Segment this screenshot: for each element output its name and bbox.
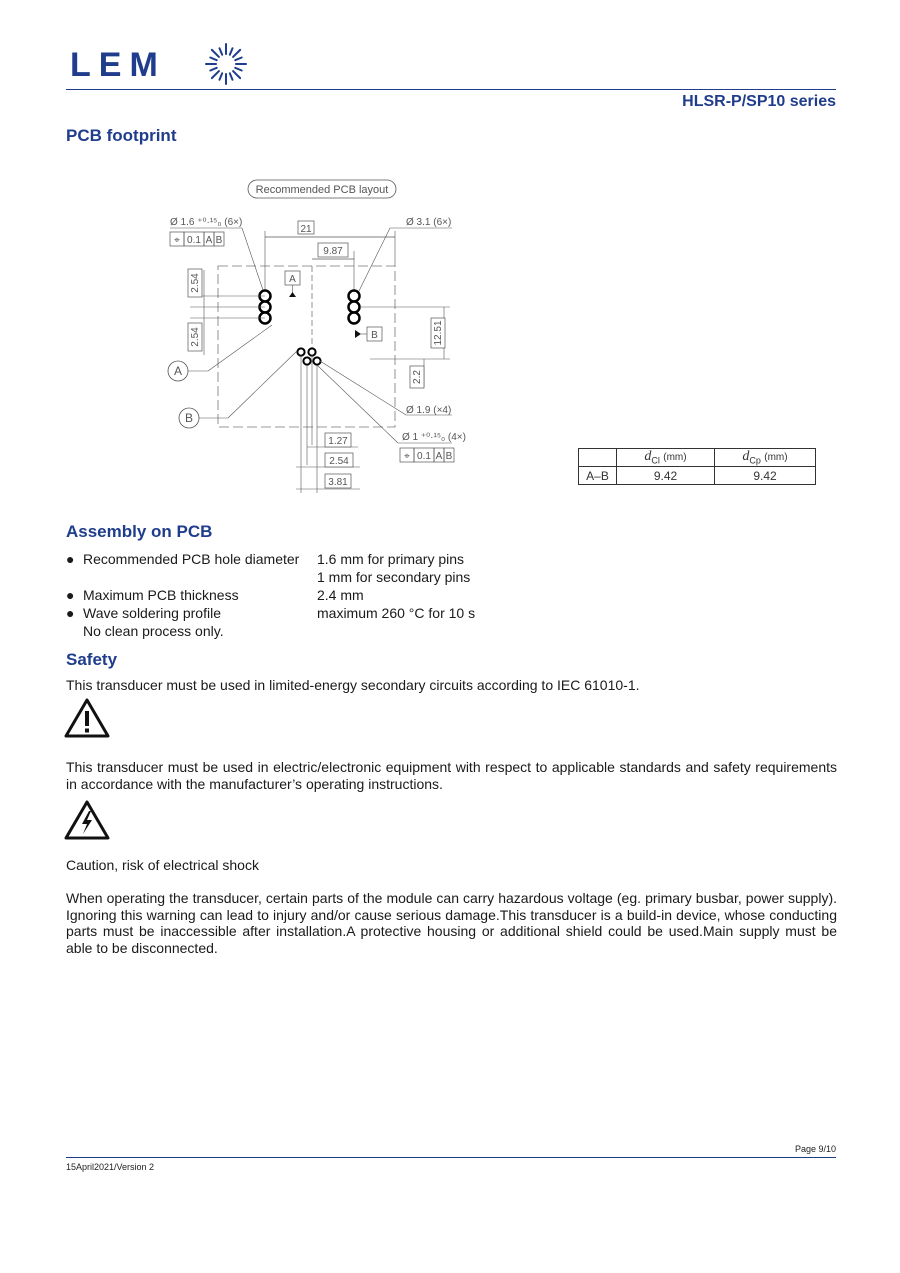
assembly-label: Maximum PCB thickness [83,587,239,603]
dim-2-2: 2.2 [412,370,423,384]
table-header-cell: $d_{Cl}$ (mm) [617,449,715,467]
callout-b: B [184,411,194,425]
datum-b: B [371,330,378,341]
footer-rule [66,1157,836,1158]
lem-logo-text: LEM [70,46,166,84]
list-item [66,551,464,569]
assembly-value: 1.6 mm for primary pins [317,551,465,567]
caution-text: Caution, risk of electrical shock [66,857,259,873]
table-header-cell: $d_{Cp}$ (mm) [715,449,816,467]
assembly-label [83,569,317,587]
safety-paragraph-2: This transducer must be used in electric/electronic equipment with respect to applicable standards and safety requirements in accordance with the manufacturer’s operating instructions. [66,759,837,792]
dim-pad: Ø 3.1 (6×) [406,217,452,228]
dim-2-54-b: 2.54 [190,327,201,347]
dim-2-54-a: 2.54 [190,273,201,293]
dim-3-81: 3.81 [328,477,348,488]
component-outline [218,266,395,427]
bullet [66,623,83,641]
svg-text:A: A [435,451,443,462]
dim-9-87: 9.87 [323,246,343,257]
safety-line-1: This transducer must be used in limited-energy secondary circuits according to IEC 61010-1. [66,677,640,693]
assembly-value: 1 mm for secondary pins [317,569,471,585]
svg-text:⌖: ⌖ [174,235,180,246]
dim-1-27: 1.27 [328,436,348,447]
bullet [66,569,83,587]
bullet: ● [66,605,75,621]
header-rule [66,89,836,90]
safety-paragraph-3: When operating the transducer, certain parts of the module can carry hazardous voltage (eg. primary busbar, power supply). Ignoring this warning can lead to injury and/or cause serious damage.This transducer is a build-in device, whose conducting parts must be inaccessible after installation.A protective housing or additional shield could be used.Main supply must be able to be disconnected. [66,890,837,956]
list-item [66,569,470,587]
datum-a: A [289,274,296,285]
callout-a: A [173,364,183,378]
pcb-footprint-heading: PCB footprint [66,126,177,145]
table-cell: 9.42 [715,467,816,485]
pcb-footprint-drawing [160,175,470,497]
primary-pins [260,291,360,324]
dim-secondary-hole: Ø 1 ⁺⁰·¹⁵₀ (4×) [402,432,466,443]
tolerance-frame-top [170,232,224,246]
list-item [66,623,317,641]
dim-2-54-c: 2.54 [329,456,349,467]
table-row [579,467,816,485]
safety-heading: Safety [66,650,118,669]
drawing-title: Recommended PCB layout [255,184,389,196]
assembly-label: No clean process only. [83,623,224,639]
table-cell: A–B [579,467,617,485]
svg-text:B: B [445,451,453,462]
svg-text:0.1: 0.1 [417,451,431,462]
assembly-label: Recommended PCB hole diameter [83,551,300,567]
assembly-value: maximum 260 °C for 10 s [317,605,476,621]
svg-text:B: B [215,235,223,246]
lem-sun-logo-icon [204,42,248,86]
series-title: HLSR-P/SP10 series [682,93,836,110]
electric-shock-icon [64,799,110,841]
assembly-label: Wave soldering profile [83,605,221,621]
list-item [66,605,475,623]
dim-12-51: 12.51 [433,320,444,346]
page-number: Page 9/10 [794,1144,836,1154]
bullet: ● [66,587,75,603]
date-version: 15April2021/Version 2 [66,1162,155,1172]
table-header-cell [579,449,617,467]
warning-icon [64,697,110,739]
assembly-value: 2.4 mm [317,587,364,603]
table-cell: 9.42 [617,467,715,485]
list-item [66,587,364,605]
distance-table [578,448,816,485]
assembly-heading: Assembly on PCB [66,522,213,541]
svg-text:A: A [205,235,213,246]
svg-text:⌖: ⌖ [404,451,410,462]
dim-secondary-pad: Ø 1.9 (×4) [406,405,452,416]
tolerance-frame-bottom [400,448,454,462]
bullet: ● [66,551,75,567]
dim-primary-hole: Ø 1.6 ⁺⁰·¹⁵₀ (6×) [170,217,243,228]
svg-text:0.1: 0.1 [187,235,201,246]
table-header-row [579,449,816,467]
dim-21: 21 [300,224,312,235]
